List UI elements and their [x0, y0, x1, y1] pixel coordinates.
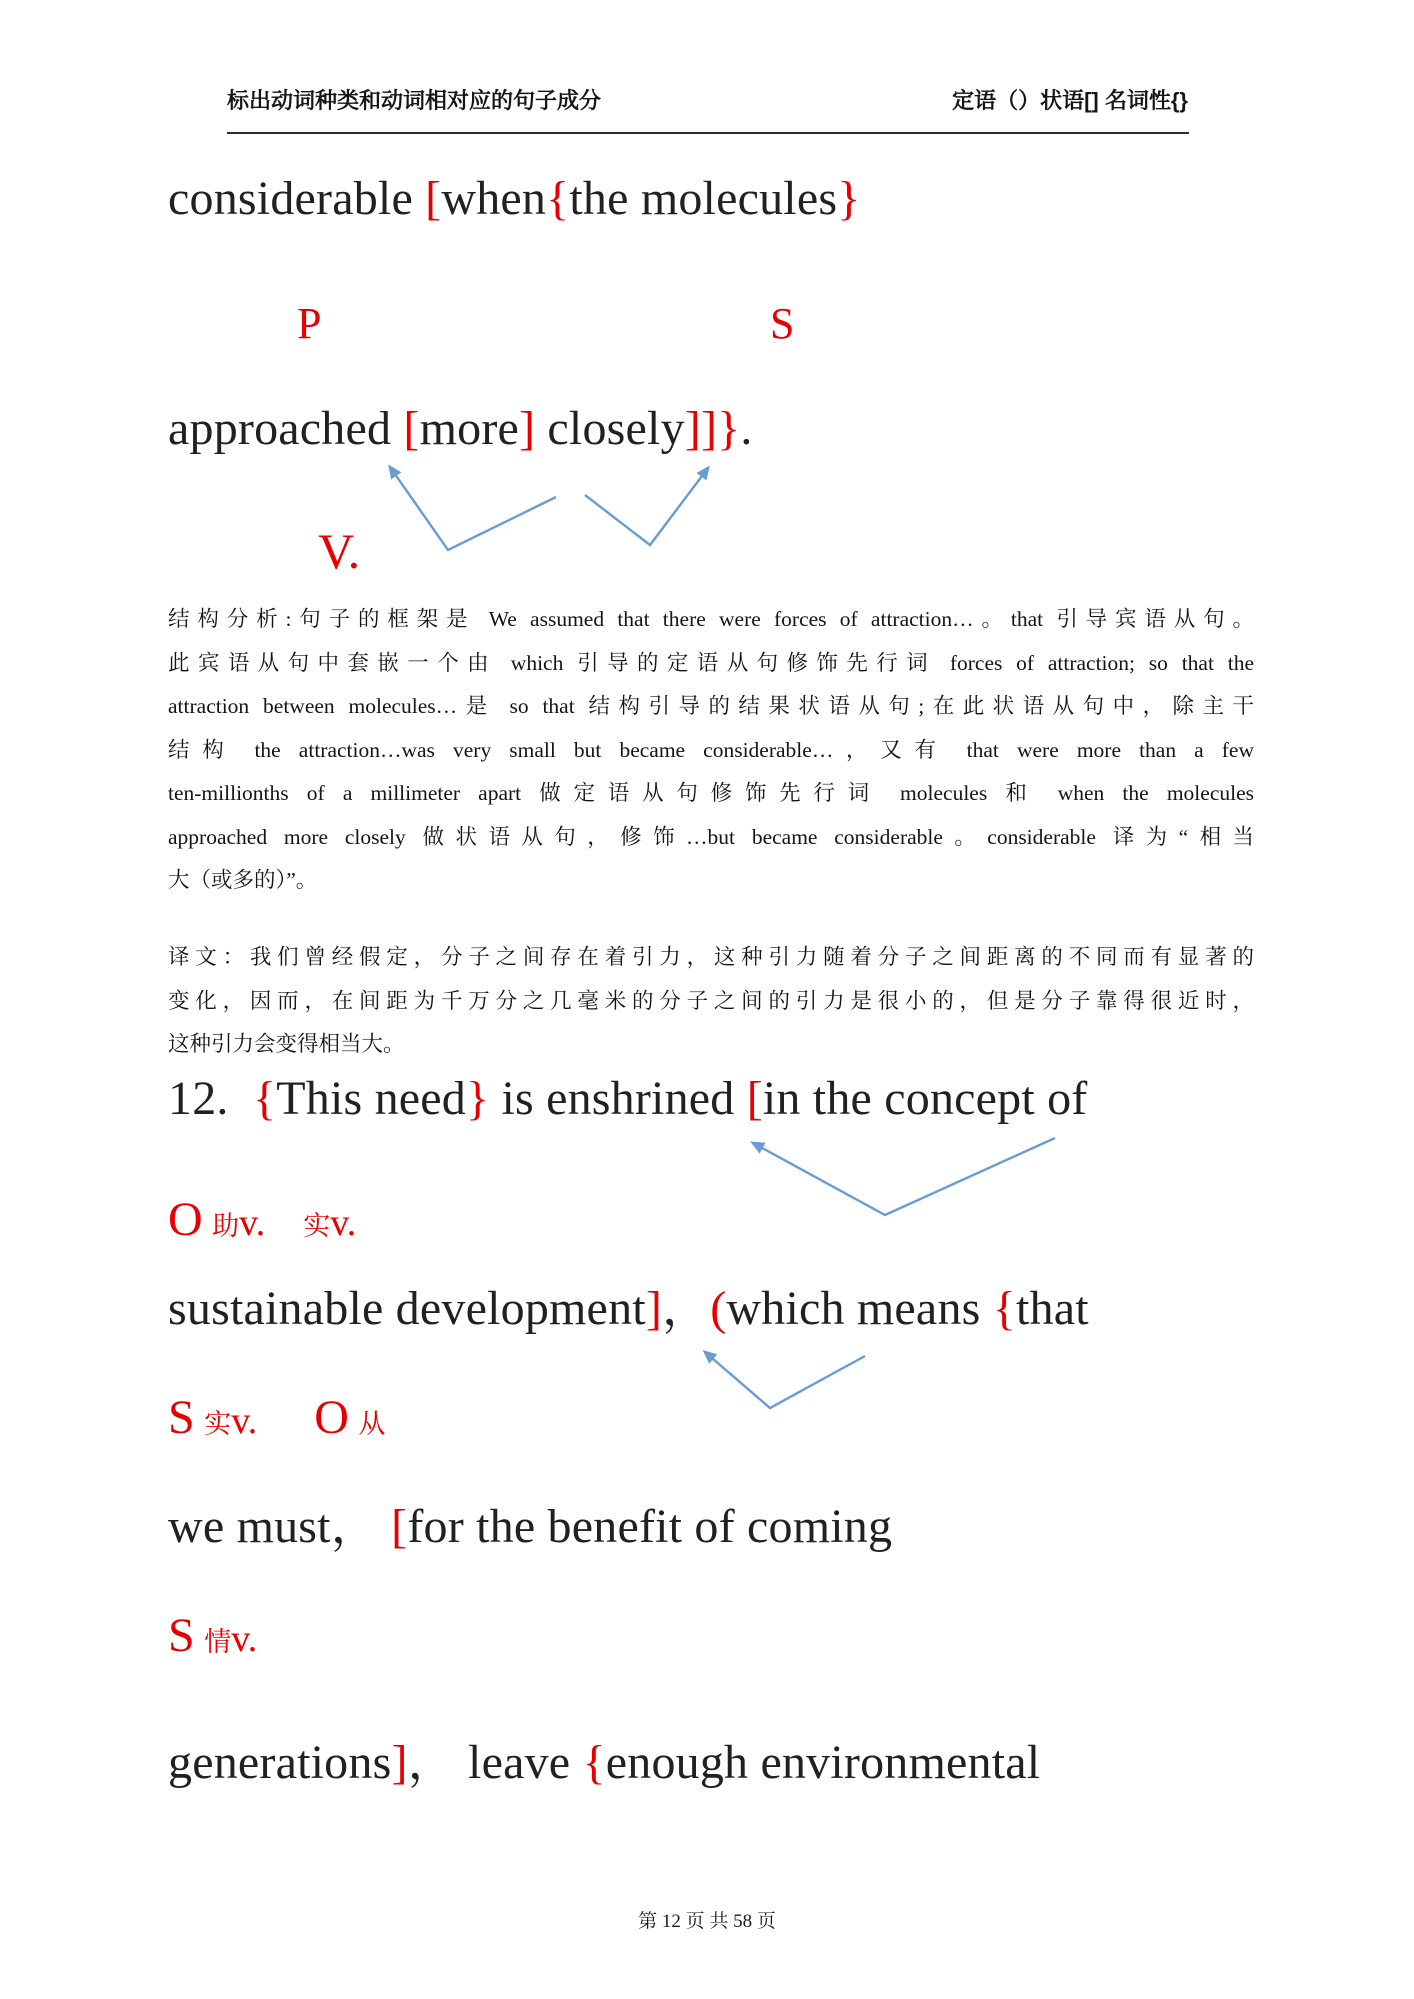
text-segment: { — [546, 172, 570, 225]
sentence12-line3 — [168, 1500, 892, 1554]
text-segment: in the concept of — [762, 1072, 1088, 1125]
text-segment: ] — [519, 402, 536, 455]
paragraph-line: 结构 the attraction…was very small but became considerable…，又有 that were more than a few — [168, 737, 1254, 762]
text-segment: ， — [407, 1736, 456, 1789]
header-left-title: 标出动词种类和动词相对应的句子成分 — [227, 88, 602, 113]
text-segment: [ — [425, 172, 442, 225]
text-segment: more — [419, 402, 520, 455]
text-segment: . — [740, 402, 753, 455]
paragraph-line: attraction between molecules…是 so that 结构引导的结果状语从句;在此状语从句中，除主干 — [168, 694, 1254, 718]
text-segment: which means — [726, 1282, 993, 1335]
page-footer: 第 12 页 共 58 页 — [638, 1911, 776, 1932]
text-segment: 助 — [212, 1211, 240, 1241]
text-segment — [203, 1202, 213, 1244]
label-predicate-p: P — [297, 299, 322, 348]
sentence11-line1 — [168, 172, 860, 226]
text-segment: O — [314, 1391, 349, 1444]
text-segment: [ — [403, 402, 420, 455]
text-segment: 情 — [204, 1627, 232, 1657]
text-segment: generations — [168, 1736, 392, 1789]
text-segment: sustainable development — [168, 1282, 646, 1335]
text-segment: O — [168, 1193, 203, 1246]
paragraph-line: 这种引力会变得相当大。 — [168, 1032, 405, 1056]
label-verb-v: V. — [318, 523, 361, 579]
text-segment: for the benefit of coming — [407, 1500, 893, 1553]
text-segment: { — [253, 1072, 277, 1125]
text-segment: ， — [330, 1500, 379, 1553]
translation-paragraph — [168, 936, 1254, 1067]
text-segment: S — [168, 1391, 195, 1444]
text-segment: that — [1015, 1282, 1089, 1335]
arrow-icon-to-development — [705, 1352, 865, 1408]
text-segment — [379, 1500, 391, 1553]
paragraph-line: 大（或多的）”。 — [168, 868, 318, 892]
text-segment: v. — [231, 1400, 258, 1442]
text-segment: when — [441, 172, 547, 225]
sentence12-line4 — [168, 1736, 1040, 1790]
text-segment: } — [837, 172, 861, 225]
text-segment: S — [168, 1609, 195, 1662]
text-segment — [195, 1400, 205, 1442]
text-segment: considerable — [168, 172, 426, 225]
text-segment — [265, 1202, 303, 1244]
text-segment: } — [466, 1072, 490, 1125]
text-segment: ] — [391, 1736, 408, 1789]
sentence12-line2 — [168, 1282, 1089, 1336]
paragraph-line: 变化，因而，在间距为千万分之几毫米的分子之间的引力是很小的，但是分子靠得很近时， — [168, 988, 1254, 1013]
paragraph-line: approached more closely 做状语从句，修饰…but became considerable。considerable 译为“相当 — [168, 824, 1254, 849]
text-segment: { — [582, 1736, 606, 1789]
text-segment: approached — [168, 402, 404, 455]
text-segment: [ — [391, 1500, 408, 1553]
text-segment — [195, 1618, 205, 1660]
sentence12-labels-row3 — [168, 1609, 258, 1662]
label-subject-s: S — [770, 299, 795, 348]
text-segment: closely — [535, 402, 685, 455]
text-segment: ] — [645, 1282, 662, 1335]
header-rule — [227, 132, 1189, 134]
text-segment: v. — [231, 1618, 258, 1660]
text-segment: 实 — [204, 1409, 232, 1439]
sentence11-line2 — [168, 402, 753, 456]
text-segment: enough environmental — [605, 1736, 1041, 1789]
text-segment: 12. — [168, 1072, 253, 1125]
text-segment: we must — [168, 1500, 331, 1553]
text-segment: v. — [239, 1202, 266, 1244]
text-segment: the molecules — [569, 172, 838, 225]
text-segment: leave — [455, 1736, 583, 1789]
header-right-legend: 定语（）状语[] 名词性{} — [952, 88, 1188, 113]
text-segment: 从 — [358, 1409, 386, 1439]
arrow-icon-to-closely — [585, 468, 708, 545]
text-segment: v. — [330, 1202, 357, 1244]
text-segment — [257, 1400, 314, 1442]
text-segment: This need — [276, 1072, 466, 1125]
sentence12-labels-row1 — [168, 1193, 357, 1246]
sentence12-labels-row2 — [168, 1391, 386, 1444]
text-segment: [ — [746, 1072, 763, 1125]
sentence12-line1 — [168, 1072, 1088, 1126]
paragraph-line: 此宾语从句中套嵌一个由 which 引导的定语从句修饰先行词 forces of attraction; so that the — [168, 650, 1254, 675]
arrow-icon-to-enshrined — [753, 1138, 1055, 1215]
structure-analysis-paragraph — [168, 598, 1254, 903]
text-segment: ( — [710, 1282, 727, 1335]
text-segment: is enshrined — [489, 1072, 747, 1125]
paragraph-line: 译文：我们曾经假定，分子之间存在着引力，这种引力随着分子之间距离的不同而有显著的 — [168, 945, 1254, 969]
text-segment: { — [992, 1282, 1016, 1335]
arrow-icon-to-approached — [390, 467, 556, 550]
text-segment: ， — [662, 1282, 711, 1335]
paragraph-line: 结构分析:句子的框架是 We assumed that there were forces of attraction…。that 引导宾语从句。 — [168, 607, 1254, 631]
text-segment — [349, 1400, 359, 1442]
text-segment: 实 — [303, 1211, 331, 1241]
text-segment: ]]} — [684, 402, 741, 455]
paragraph-line: ten-millionths of a millimeter apart 做定语从句修饰先行词 molecules 和 when the molecules — [168, 781, 1254, 805]
